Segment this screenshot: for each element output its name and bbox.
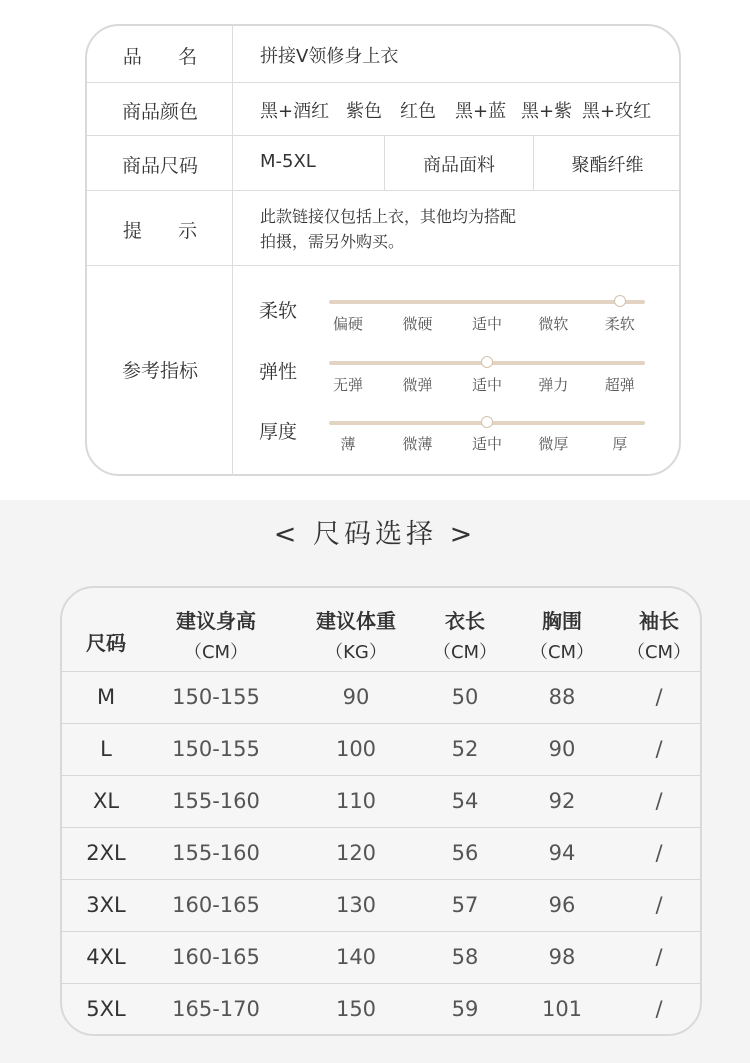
slider-name-softness: 柔软 xyxy=(259,300,298,322)
header-weight: 建议体重 xyxy=(316,609,396,633)
cell-height: 155-160 xyxy=(172,789,260,813)
color-option: 黑+紫 xyxy=(521,101,573,122)
header-sleeve: 袖长 xyxy=(639,609,679,633)
cell-chest: 92 xyxy=(548,789,576,813)
cell-height: 155-160 xyxy=(172,841,260,865)
cell-length: 50 xyxy=(451,685,479,709)
row-divider xyxy=(62,775,700,776)
elasticity-knob xyxy=(481,356,493,368)
cell-weight: 100 xyxy=(335,737,377,761)
cell-weight: 90 xyxy=(342,685,370,709)
header-unit: （CM） xyxy=(183,642,249,663)
cell-sleeve: / xyxy=(655,841,663,865)
slider-name-thickness: 厚度 xyxy=(259,421,298,443)
fabric-label: 商品面料 xyxy=(423,155,495,176)
header-unit: （CM） xyxy=(529,642,595,663)
divider xyxy=(87,82,679,83)
color-option: 黑+酒红 xyxy=(260,101,330,122)
row-divider xyxy=(62,723,700,724)
elasticity-track xyxy=(329,361,645,365)
header-chest: 胸围 xyxy=(542,609,582,633)
tip-line: 此款链接仅包括上衣，其他均为搭配 xyxy=(260,207,517,226)
slider-tick: 微弹 xyxy=(402,376,433,394)
slider-tick: 微硬 xyxy=(402,315,433,333)
cell-length: 59 xyxy=(451,997,479,1021)
cell-weight: 120 xyxy=(335,841,377,865)
divider xyxy=(87,190,679,191)
slider-name-elasticity: 弹性 xyxy=(259,361,298,383)
size-value: M-5XL xyxy=(260,151,316,172)
cell-length: 52 xyxy=(451,737,479,761)
slider-tick: 适中 xyxy=(471,315,503,333)
cell-weight: 150 xyxy=(335,997,377,1021)
slider-tick: 适中 xyxy=(471,435,503,453)
tip-line: 拍摄，需另外购买。 xyxy=(260,232,405,251)
cell-size: XL xyxy=(92,789,120,813)
header-unit: （KG） xyxy=(325,642,387,663)
cell-chest: 88 xyxy=(548,685,576,709)
cell-length: 58 xyxy=(451,945,479,969)
cell-sleeve: / xyxy=(655,737,663,761)
cell-height: 165-170 xyxy=(172,997,260,1021)
cell-length: 57 xyxy=(451,893,479,917)
slider-tick: 弹力 xyxy=(538,376,569,394)
slider-tick: 微软 xyxy=(538,315,569,333)
cell-height: 160-165 xyxy=(172,945,260,969)
cell-length: 54 xyxy=(451,789,479,813)
cell-chest: 96 xyxy=(548,893,576,917)
slider-tick: 微厚 xyxy=(538,435,569,453)
cell-height: 150-155 xyxy=(172,685,260,709)
cell-size: M xyxy=(96,685,116,709)
cell-size: 2XL xyxy=(86,841,126,865)
fabric-value: 聚酯纤维 xyxy=(571,155,644,176)
cell-height: 160-165 xyxy=(172,893,260,917)
slider-tick: 微薄 xyxy=(402,435,433,453)
row-divider xyxy=(62,879,700,880)
row-divider xyxy=(62,671,700,672)
size-label: 商品尺码 xyxy=(121,155,198,177)
cell-sleeve: / xyxy=(655,997,663,1021)
softness-knob xyxy=(614,295,626,307)
cell-sleeve: / xyxy=(655,945,663,969)
cell-size: 5XL xyxy=(86,997,126,1021)
color-option: 红色 xyxy=(400,101,436,122)
reference-label: 参考指标 xyxy=(121,360,198,382)
cell-sleeve: / xyxy=(655,893,663,917)
thickness-track xyxy=(329,421,645,425)
cell-length: 56 xyxy=(451,841,479,865)
cell-chest: 90 xyxy=(548,737,576,761)
cell-size: 3XL xyxy=(86,893,126,917)
thickness-knob xyxy=(481,416,493,428)
color-label: 商品颜色 xyxy=(121,101,198,123)
header-length: 衣长 xyxy=(445,609,485,633)
name-label: 品 名 xyxy=(122,46,198,68)
cell-weight: 140 xyxy=(335,945,377,969)
header-size: 尺码 xyxy=(86,631,126,655)
header-unit: （CM） xyxy=(626,642,692,663)
product-info-card xyxy=(85,24,681,476)
slider-tick: 无弹 xyxy=(332,376,363,394)
cell-chest: 101 xyxy=(541,997,583,1021)
divider xyxy=(232,26,233,476)
cell-height: 150-155 xyxy=(172,737,260,761)
slider-tick: 柔软 xyxy=(604,315,635,333)
color-option: 黑+玫红 xyxy=(582,101,652,122)
color-option: 紫色 xyxy=(346,101,382,122)
divider xyxy=(87,265,679,266)
slider-tick: 偏硬 xyxy=(332,315,363,333)
section-title: < 尺码选择 > xyxy=(273,519,477,550)
cell-weight: 110 xyxy=(335,789,377,813)
row-divider xyxy=(62,983,700,984)
cell-size: 4XL xyxy=(86,945,126,969)
slider-tick: 适中 xyxy=(471,376,503,394)
slider-tick: 薄 xyxy=(340,435,356,453)
row-divider xyxy=(62,931,700,932)
name-value: 拼接V领修身上衣 xyxy=(260,46,399,67)
cell-sleeve: / xyxy=(655,789,663,813)
slider-tick: 超弹 xyxy=(604,376,635,394)
cell-weight: 130 xyxy=(335,893,377,917)
header-height: 建议身高 xyxy=(176,609,256,633)
softness-track xyxy=(329,300,645,304)
cell-chest: 98 xyxy=(548,945,576,969)
tip-label: 提 示 xyxy=(122,220,198,242)
divider xyxy=(87,135,679,136)
color-option: 黑+蓝 xyxy=(455,101,507,122)
cell-size: L xyxy=(100,737,112,761)
cell-chest: 94 xyxy=(548,841,576,865)
size-table xyxy=(60,586,702,1036)
header-unit: （CM） xyxy=(432,642,498,663)
row-divider xyxy=(62,827,700,828)
slider-tick: 厚 xyxy=(612,435,628,453)
cell-sleeve: / xyxy=(655,685,663,709)
